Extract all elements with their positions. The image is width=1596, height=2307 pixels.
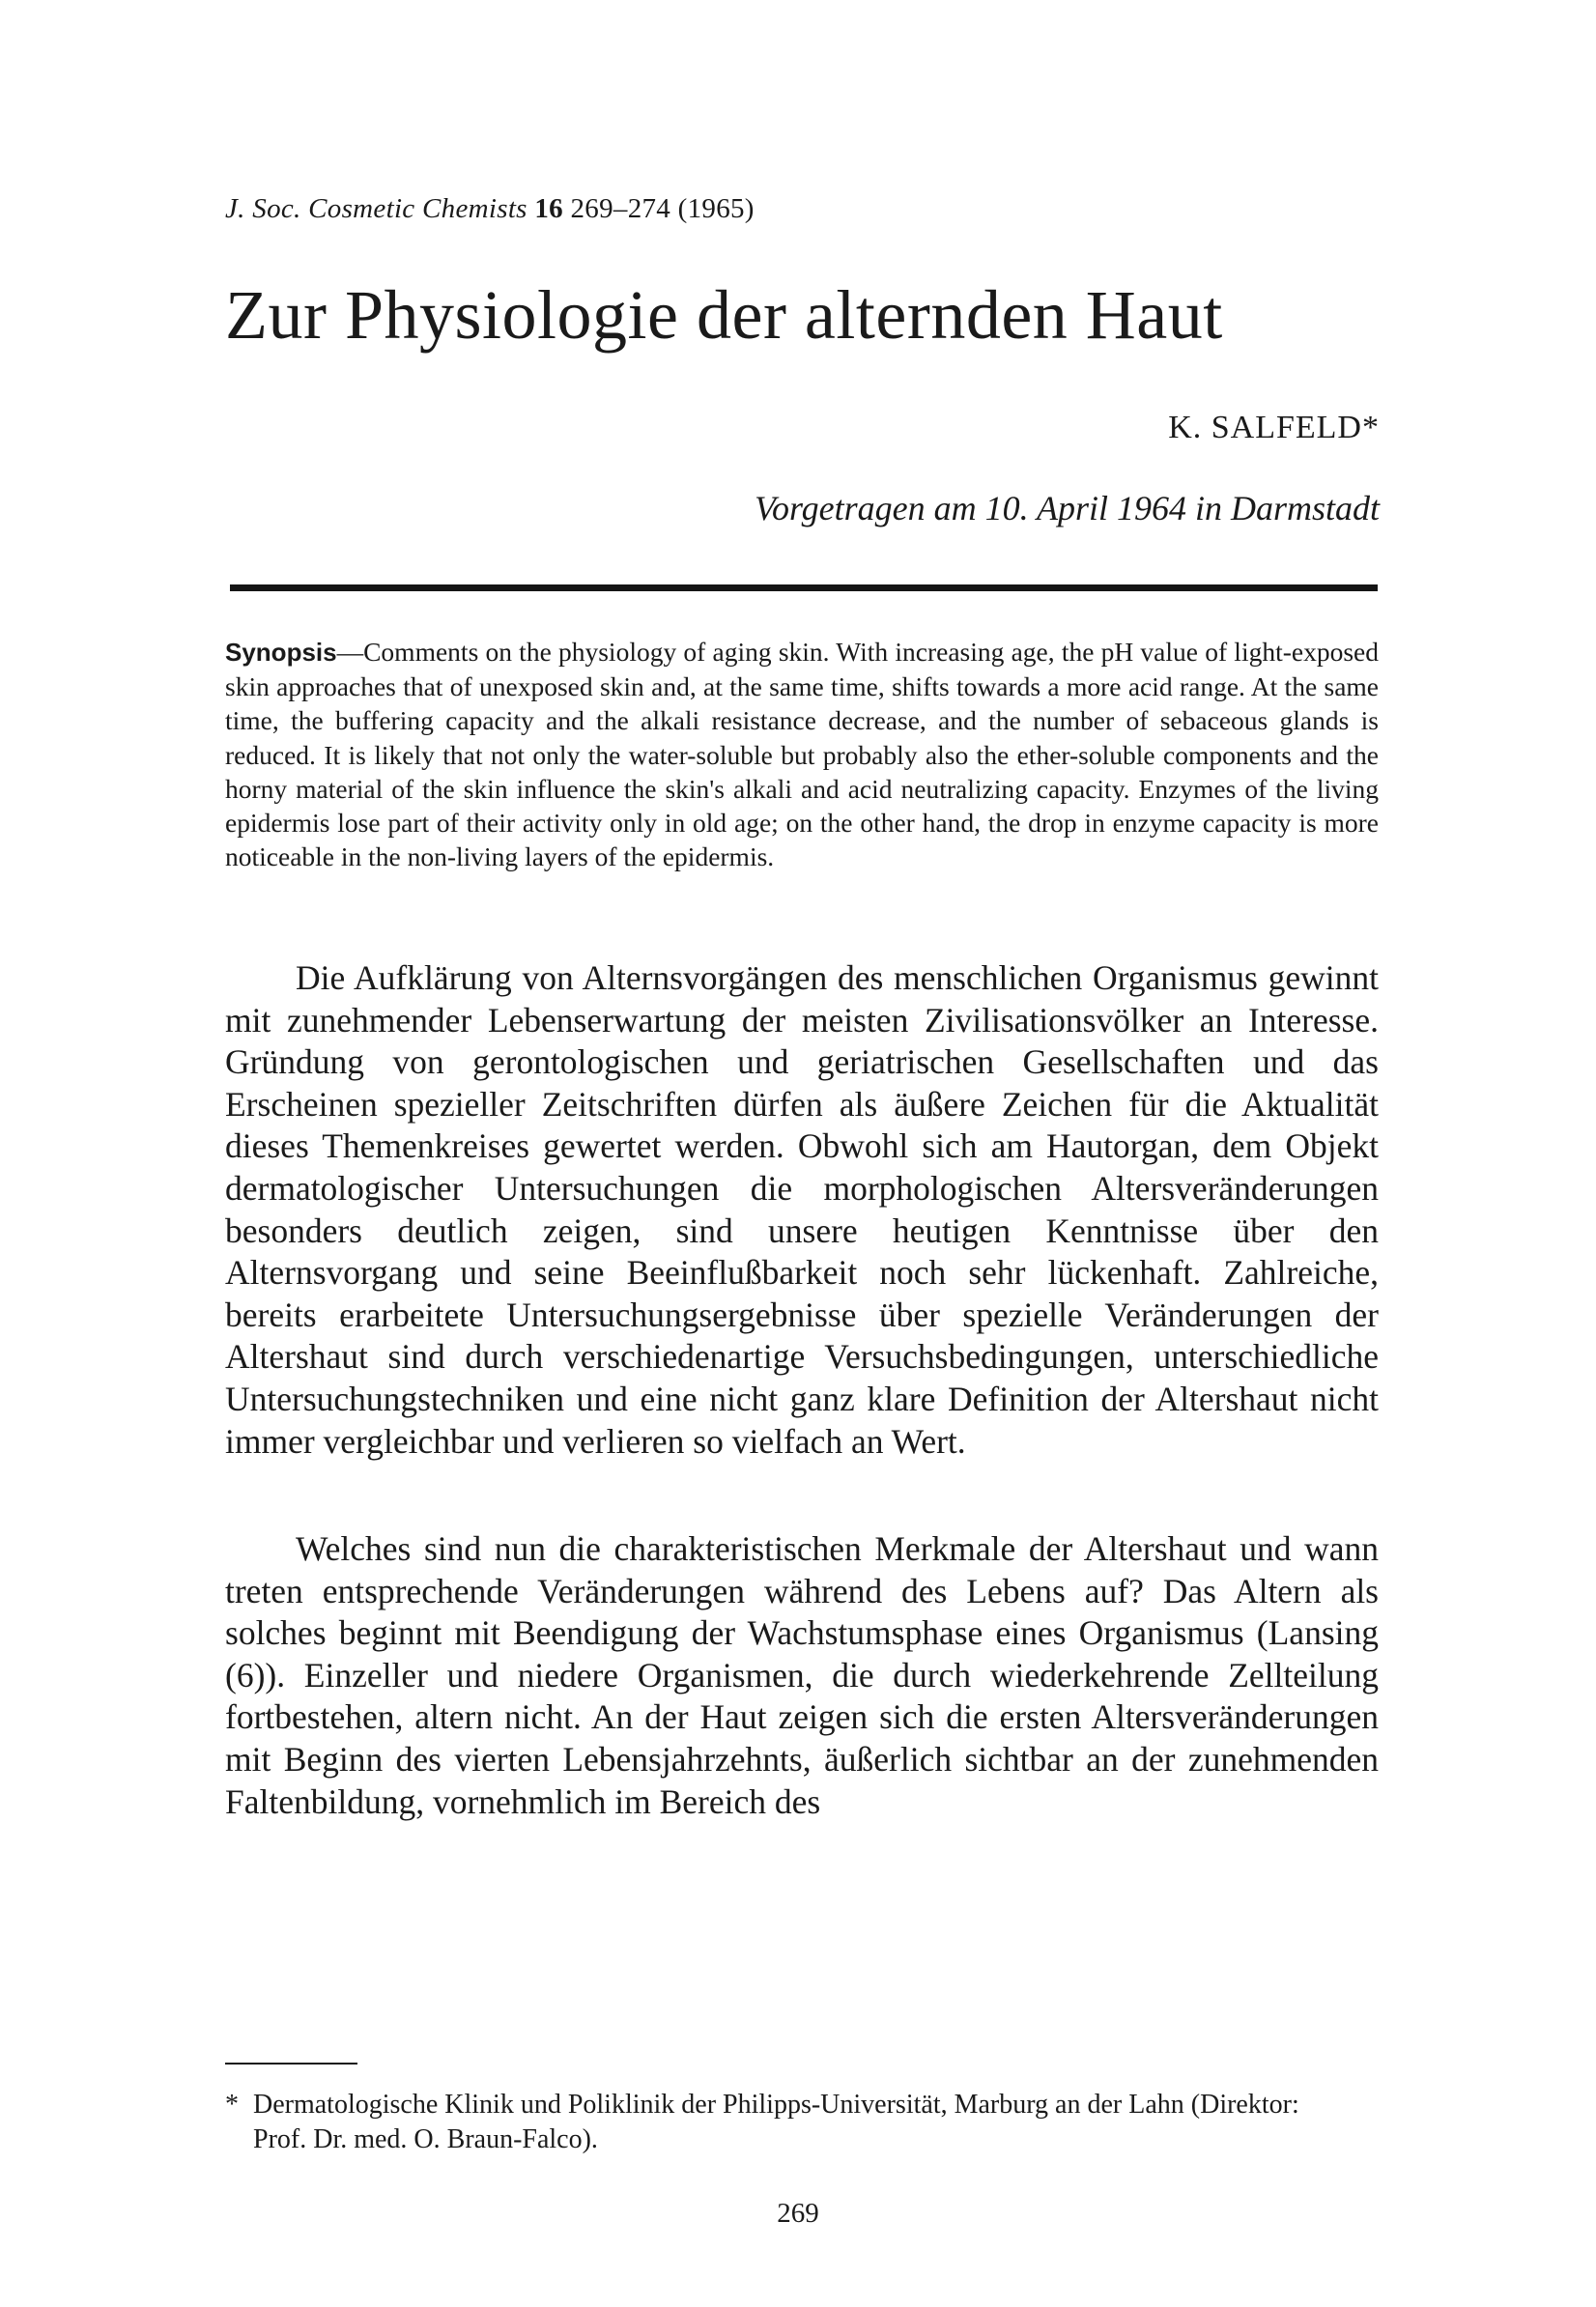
footnote-line-1: Dermatologische Klinik und Poliklinik der Philipps-Universität, Marburg an der Lahn (Direktor: — [253, 2090, 1299, 2120]
footnote-divider — [225, 2063, 357, 2065]
article-title: Zur Physiologie der alternden Haut — [225, 276, 1223, 354]
footnote-line-2: Prof. Dr. med. O. Braun-Falco). — [253, 2124, 598, 2154]
title-divider — [230, 584, 1378, 591]
journal-name: J. Soc. Cosmetic Chemists — [225, 193, 527, 224]
journal-volume: 16 — [534, 193, 563, 224]
body-paragraph-1: Die Aufklärung von Alternsvorgängen des menschlichen Organismus gewinnt mit zunehmender Lebenserwartung der meisten Zivilisationsvölker an Interesse. Gründung von gerontologischen und geriatrischen Gesellschaften und das Erscheinen spezieller Zeitschriften dürfen als äußere Zeichen für die Aktualität dieses Themenkreises gewertet werden. Obwohl sich am Hautorgan, dem Objekt dermatologischer Untersuchungen die morphologischen Altersveränderungen besonders deutlich zeigen, sind unsere heutigen Kenntnisse über den Alternsvorgang und seine Beeinflußbarkeit noch sehr lückenhaft. Zahlreiche, bereits erarbeitete Untersuchungsergebnisse über spezielle Veränderungen der Altershaut sind durch verschiedenartige Versuchsbedingungen, unterschiedliche Untersuchungstechniken und eine nicht ganz klare Definition der Altershaut nicht immer vergleichbar und verlieren so vielfach an Wert. — [225, 958, 1379, 1461]
footnote — [225, 2088, 1379, 2157]
synopsis — [225, 635, 1379, 873]
synopsis-text: —Comments on the physiology of aging skin. With increasing age, the pH value of light-exposed skin approaches that of unexposed skin and, at the same time, shifts towards a more acid range. At the same time, the buffering capacity and the alkali resistance decrease, and the number of sebaceous glands is reduced. It is likely that not only the water-soluble but probably also the ether-soluble components and the horny material of the skin influence the skin's alkali and acid neutralizing capacity. Enzymes of the living epidermis lose part of their activity only in old age; on the other hand, the drop in enzyme capacity is more noticeable in the non-living layers of the epidermis. — [225, 637, 1379, 872]
page-number: 269 — [777, 2198, 819, 2229]
journal-pages-year: 269–274 (1965) — [570, 193, 755, 224]
journal-citation — [225, 193, 755, 225]
author-name: K. SALFELD* — [1168, 410, 1380, 445]
presentation-note: Vorgetragen am 10. April 1964 in Darmstadt — [754, 489, 1380, 527]
footnote-mark: * — [225, 2090, 239, 2120]
body-paragraph-2: Welches sind nun die charakteristischen Merkmale der Altershaut und wann treten entsprechende Veränderungen während des Lebens auf? Das Altern als solches beginnt mit Beendigung der Wachstumsphase eines Organismus (Lansing (6)). Einzeller und niedere Organismen, die durch wiederkehrende Zellteilung fortbestehen, altern nicht. An der Haut zeigen sich die ersten Altersveränderungen mit Beginn des vierten Lebensjahrzehnts, äußerlich sichtbar an der zunehmenden Faltenbildung, vornehmlich im Bereich des — [225, 1529, 1379, 1821]
synopsis-label: Synopsis — [225, 638, 337, 667]
